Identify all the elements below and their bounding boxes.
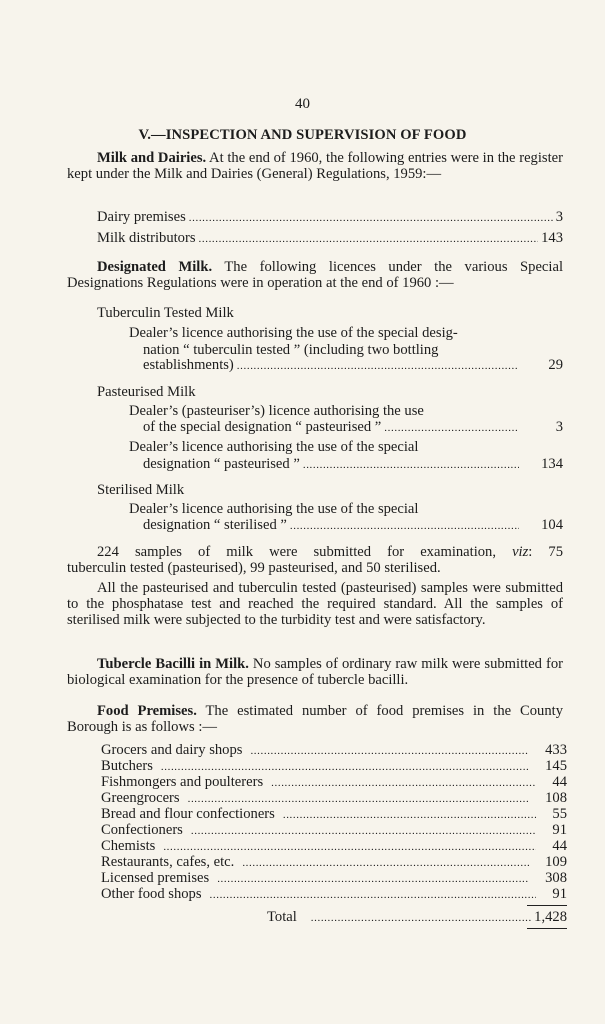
- premises-row: [101, 774, 567, 791]
- premises-label: Other food shops: [101, 886, 202, 902]
- total-rule-bottom: [527, 928, 567, 929]
- tubercle-heading: Tubercle Bacilli in Milk.: [97, 656, 249, 672]
- sterilised-row: [143, 517, 563, 534]
- premises-row: [101, 838, 567, 855]
- leader-dots: [303, 457, 519, 473]
- entry-row: [97, 230, 563, 247]
- total-rule-top: [527, 905, 567, 906]
- page-number: 40: [295, 96, 310, 112]
- tuberculin-line: establishments): [143, 357, 234, 373]
- entry-value: 3: [555, 209, 563, 225]
- leader-dots: [283, 807, 537, 823]
- premises-row: [101, 742, 567, 759]
- pasteurised-value: 3: [555, 419, 563, 435]
- premises-label: Greengrocers: [101, 790, 180, 806]
- food-premises-paragraph: [67, 703, 563, 735]
- leader-dots: [217, 871, 529, 887]
- leader-dots: [290, 518, 519, 534]
- tuberculin-line: nation “ tuberculin tested ” (including two bottling: [143, 342, 439, 358]
- premises-row: [101, 758, 567, 775]
- premises-label: Confectioners: [101, 822, 183, 838]
- premises-value: 433: [545, 742, 567, 758]
- premises-row: [101, 806, 567, 823]
- leader-dots: [242, 855, 529, 871]
- total-row: [267, 909, 567, 926]
- premises-row: [101, 870, 567, 887]
- samples-line: tuberculin tested (pasteurised), 99 pasteurised, and 50 sterilised.: [67, 560, 441, 576]
- pasteurised-line: Dealer’s (pasteuriser’s) licence authorising the use: [129, 403, 424, 419]
- viz-italic: viz: [512, 544, 529, 560]
- leader-dots: [161, 759, 529, 775]
- premises-value: 108: [545, 790, 567, 806]
- tuberculin-value: 29: [548, 357, 563, 373]
- entry-label: Milk distributors: [97, 230, 196, 246]
- premises-value: 91: [552, 886, 567, 902]
- milk-dairies-text: At the end of 1960, the following entries were in the register kept under the Milk and Dairies (General) Regulations, 1959:—: [67, 150, 563, 182]
- sterilised-line: designation “ sterilised ”: [143, 517, 287, 533]
- leader-dots: [163, 839, 536, 855]
- premises-row: [101, 822, 567, 839]
- pasteurised-line: of the special designation “ pasteurised ”: [143, 419, 382, 435]
- entry-label: Dairy premises: [97, 209, 186, 225]
- tubercle-text: No samples of ordinary raw milk were submitted for biological examination for the presence of tubercle bacilli.: [67, 656, 563, 688]
- leader-dots: [189, 210, 553, 226]
- leader-dots: [237, 358, 519, 374]
- leader-dots: [210, 887, 537, 903]
- tuberculin-title: Tuberculin Tested Milk: [97, 305, 234, 321]
- premises-label: Chemists: [101, 838, 156, 854]
- pasteurised-line: designation “ pasteurised ”: [143, 456, 300, 472]
- designated-milk-paragraph: [67, 259, 563, 291]
- premises-row: [101, 886, 567, 903]
- entry-row: [97, 209, 563, 226]
- leader-dots: [250, 743, 529, 759]
- food-premises-text: The estimated number of food premises in the County Borough is as follows :—: [67, 703, 563, 735]
- phosphatase-paragraph: All the pasteurised and tuberculin tested (pasteurised) samples were submitted to the phosphatase test and reached the required standard. All the samples of sterilised milk were subjected to the turbidity test and were satisfactory.: [67, 580, 563, 628]
- premises-row: [101, 854, 567, 871]
- tuberculin-row: [143, 357, 563, 374]
- premises-label: Grocers and dairy shops: [101, 742, 243, 758]
- sterilised-line: Dealer’s licence authorising the use of the special: [129, 501, 419, 517]
- designated-milk-heading: Designated Milk.: [97, 259, 213, 275]
- total-value: 1,428: [534, 909, 567, 925]
- pasteurised-row: [143, 456, 563, 473]
- pasteurised-title: Pasteurised Milk: [97, 384, 196, 400]
- premises-value: 55: [552, 806, 567, 822]
- pasteurised-value: 134: [541, 456, 563, 472]
- sterilised-title: Sterilised Milk: [97, 482, 185, 498]
- premises-value: 145: [545, 758, 567, 774]
- premises-value: 109: [545, 854, 567, 870]
- premises-value: 91: [552, 822, 567, 838]
- leader-dots: [384, 420, 517, 436]
- pasteurised-row: [143, 419, 563, 436]
- leader-dots: [311, 910, 531, 926]
- tuberculin-line: Dealer’s licence authorising the use of the special desig-: [129, 325, 458, 341]
- premises-label: Restaurants, cafes, etc.: [101, 854, 235, 870]
- milk-dairies-paragraph: [67, 150, 563, 182]
- premises-label: Licensed premises: [101, 870, 210, 886]
- pasteurised-line: Dealer’s licence authorising the use of the special: [129, 439, 419, 455]
- premises-value: 44: [552, 774, 567, 790]
- leader-dots: [191, 823, 537, 839]
- leader-dots: [271, 775, 536, 791]
- section-heading: V.—INSPECTION AND SUPERVISION OF FOOD: [138, 127, 467, 143]
- premises-label: Bread and flour confectioners: [101, 806, 275, 822]
- tubercle-paragraph: [67, 656, 563, 688]
- leader-dots: [188, 791, 530, 807]
- premises-label: Butchers: [101, 758, 153, 774]
- food-premises-heading: Food Premises.: [97, 703, 197, 719]
- premises-label: Fishmongers and poulterers: [101, 774, 264, 790]
- premises-value: 44: [552, 838, 567, 854]
- designated-milk-text: The following licences under the various Special Designations Regulations were in operation at the end of 1960 :—: [67, 259, 563, 291]
- total-label: Total: [267, 909, 297, 925]
- premises-row: [101, 790, 567, 807]
- sterilised-value: 104: [541, 517, 563, 533]
- entry-value: 143: [541, 230, 563, 246]
- leader-dots: [199, 231, 539, 247]
- milk-dairies-heading: Milk and Dairies.: [97, 150, 207, 166]
- premises-value: 308: [545, 870, 567, 886]
- samples-line: 224 samples of milk were submitted for examination, viz: 75: [97, 544, 563, 560]
